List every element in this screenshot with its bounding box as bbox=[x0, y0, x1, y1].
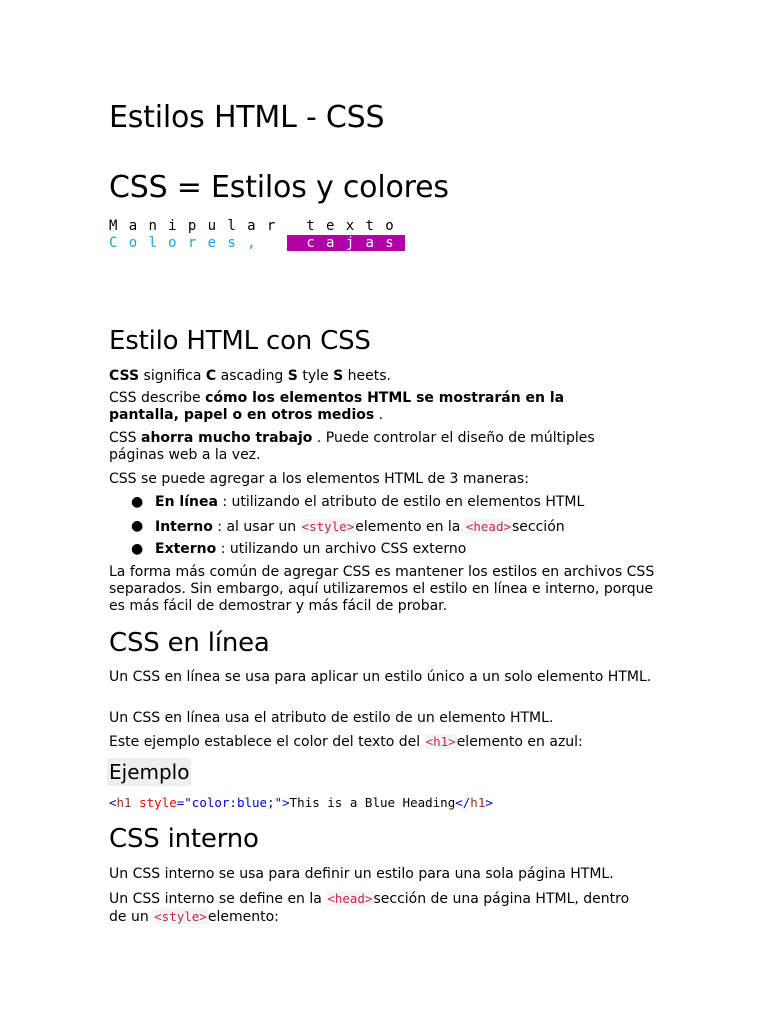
paragraph-interno-head: Un CSS interno se define en la <head>sección de una página HTML, dentro de un <style>elemento: bbox=[109, 891, 630, 925]
paragraph-inline-atributo: Un CSS en línea usa el atributo de estilo de un elemento HTML. bbox=[109, 710, 554, 726]
section-heading-css-en-linea: CSS en línea bbox=[109, 628, 270, 658]
list-item-interno: ● Interno : al usar un <style>elemento en la <head>sección bbox=[131, 517, 565, 535]
section-heading-css-interno: CSS interno bbox=[109, 824, 259, 854]
section-heading-estilo-html: Estilo HTML con CSS bbox=[109, 326, 371, 356]
paragraph-css-maneras: CSS se puede agregar a los elementos HTML de 3 maneras: bbox=[109, 471, 529, 487]
paragraph-inline-definicion: Un CSS en línea se usa para aplicar un estilo único a un solo elemento HTML. bbox=[109, 669, 652, 685]
paragraph-css-ahorra: CSS ahorra mucho trabajo . Puede controlar el diseño de múltiples páginas web a la vez. bbox=[109, 430, 595, 463]
demo-colores-text: Colores, bbox=[109, 235, 267, 251]
demo-cajas-box bbox=[287, 235, 405, 251]
methods-list bbox=[109, 494, 584, 565]
demo-cajas-text: cajas bbox=[306, 235, 405, 251]
example-label: Ejemplo bbox=[109, 760, 190, 784]
list-item-en-linea: ● En línea : utilizando el atributo de estilo en elementos HTML bbox=[131, 494, 585, 510]
page-title: Estilos HTML - CSS bbox=[109, 100, 385, 135]
paragraph-css-significa: CSS significa C ascading S tyle S heets. bbox=[109, 368, 391, 384]
inline-code-style-2: <style> bbox=[154, 909, 207, 924]
demo-line-colores bbox=[109, 236, 405, 251]
paragraph-inline-ejemplo: Este ejemplo establece el color del texto del <h1>elemento en azul: bbox=[109, 734, 583, 750]
page-subtitle: CSS = Estilos y colores bbox=[109, 170, 449, 205]
inline-code-head-2: <head> bbox=[327, 891, 373, 906]
bullet-icon: ● bbox=[131, 517, 144, 534]
inline-code-head: <head> bbox=[465, 518, 511, 534]
inline-code-h1: <h1> bbox=[425, 734, 456, 749]
list-item-externo: ● Externo : utilizando un archivo CSS externo bbox=[131, 541, 467, 557]
paragraph-interno-definicion: Un CSS interno se usa para definir un estilo para una sola página HTML. bbox=[109, 866, 614, 882]
code-example: <h1 style="color:blue;">This is a Blue Heading</h1> bbox=[109, 795, 493, 810]
paragraph-forma-comun: La forma más común de agregar CSS es mantener los estilos en archivos CSS separados. Sin embargo, aquí utilizaremos el estilo en línea e interno, porque es más fácil de demostrar y más fácil de probar. bbox=[109, 564, 655, 614]
demo-line-manipular: Manipular texto bbox=[109, 218, 405, 234]
paragraph-css-describe: CSS describe cómo los elementos HTML se mostrarán en la pantalla, papel o en otros medios . bbox=[109, 390, 565, 423]
bullet-icon: ● bbox=[131, 541, 144, 557]
inline-code-style: <style> bbox=[301, 518, 355, 534]
bullet-icon: ● bbox=[131, 494, 144, 510]
